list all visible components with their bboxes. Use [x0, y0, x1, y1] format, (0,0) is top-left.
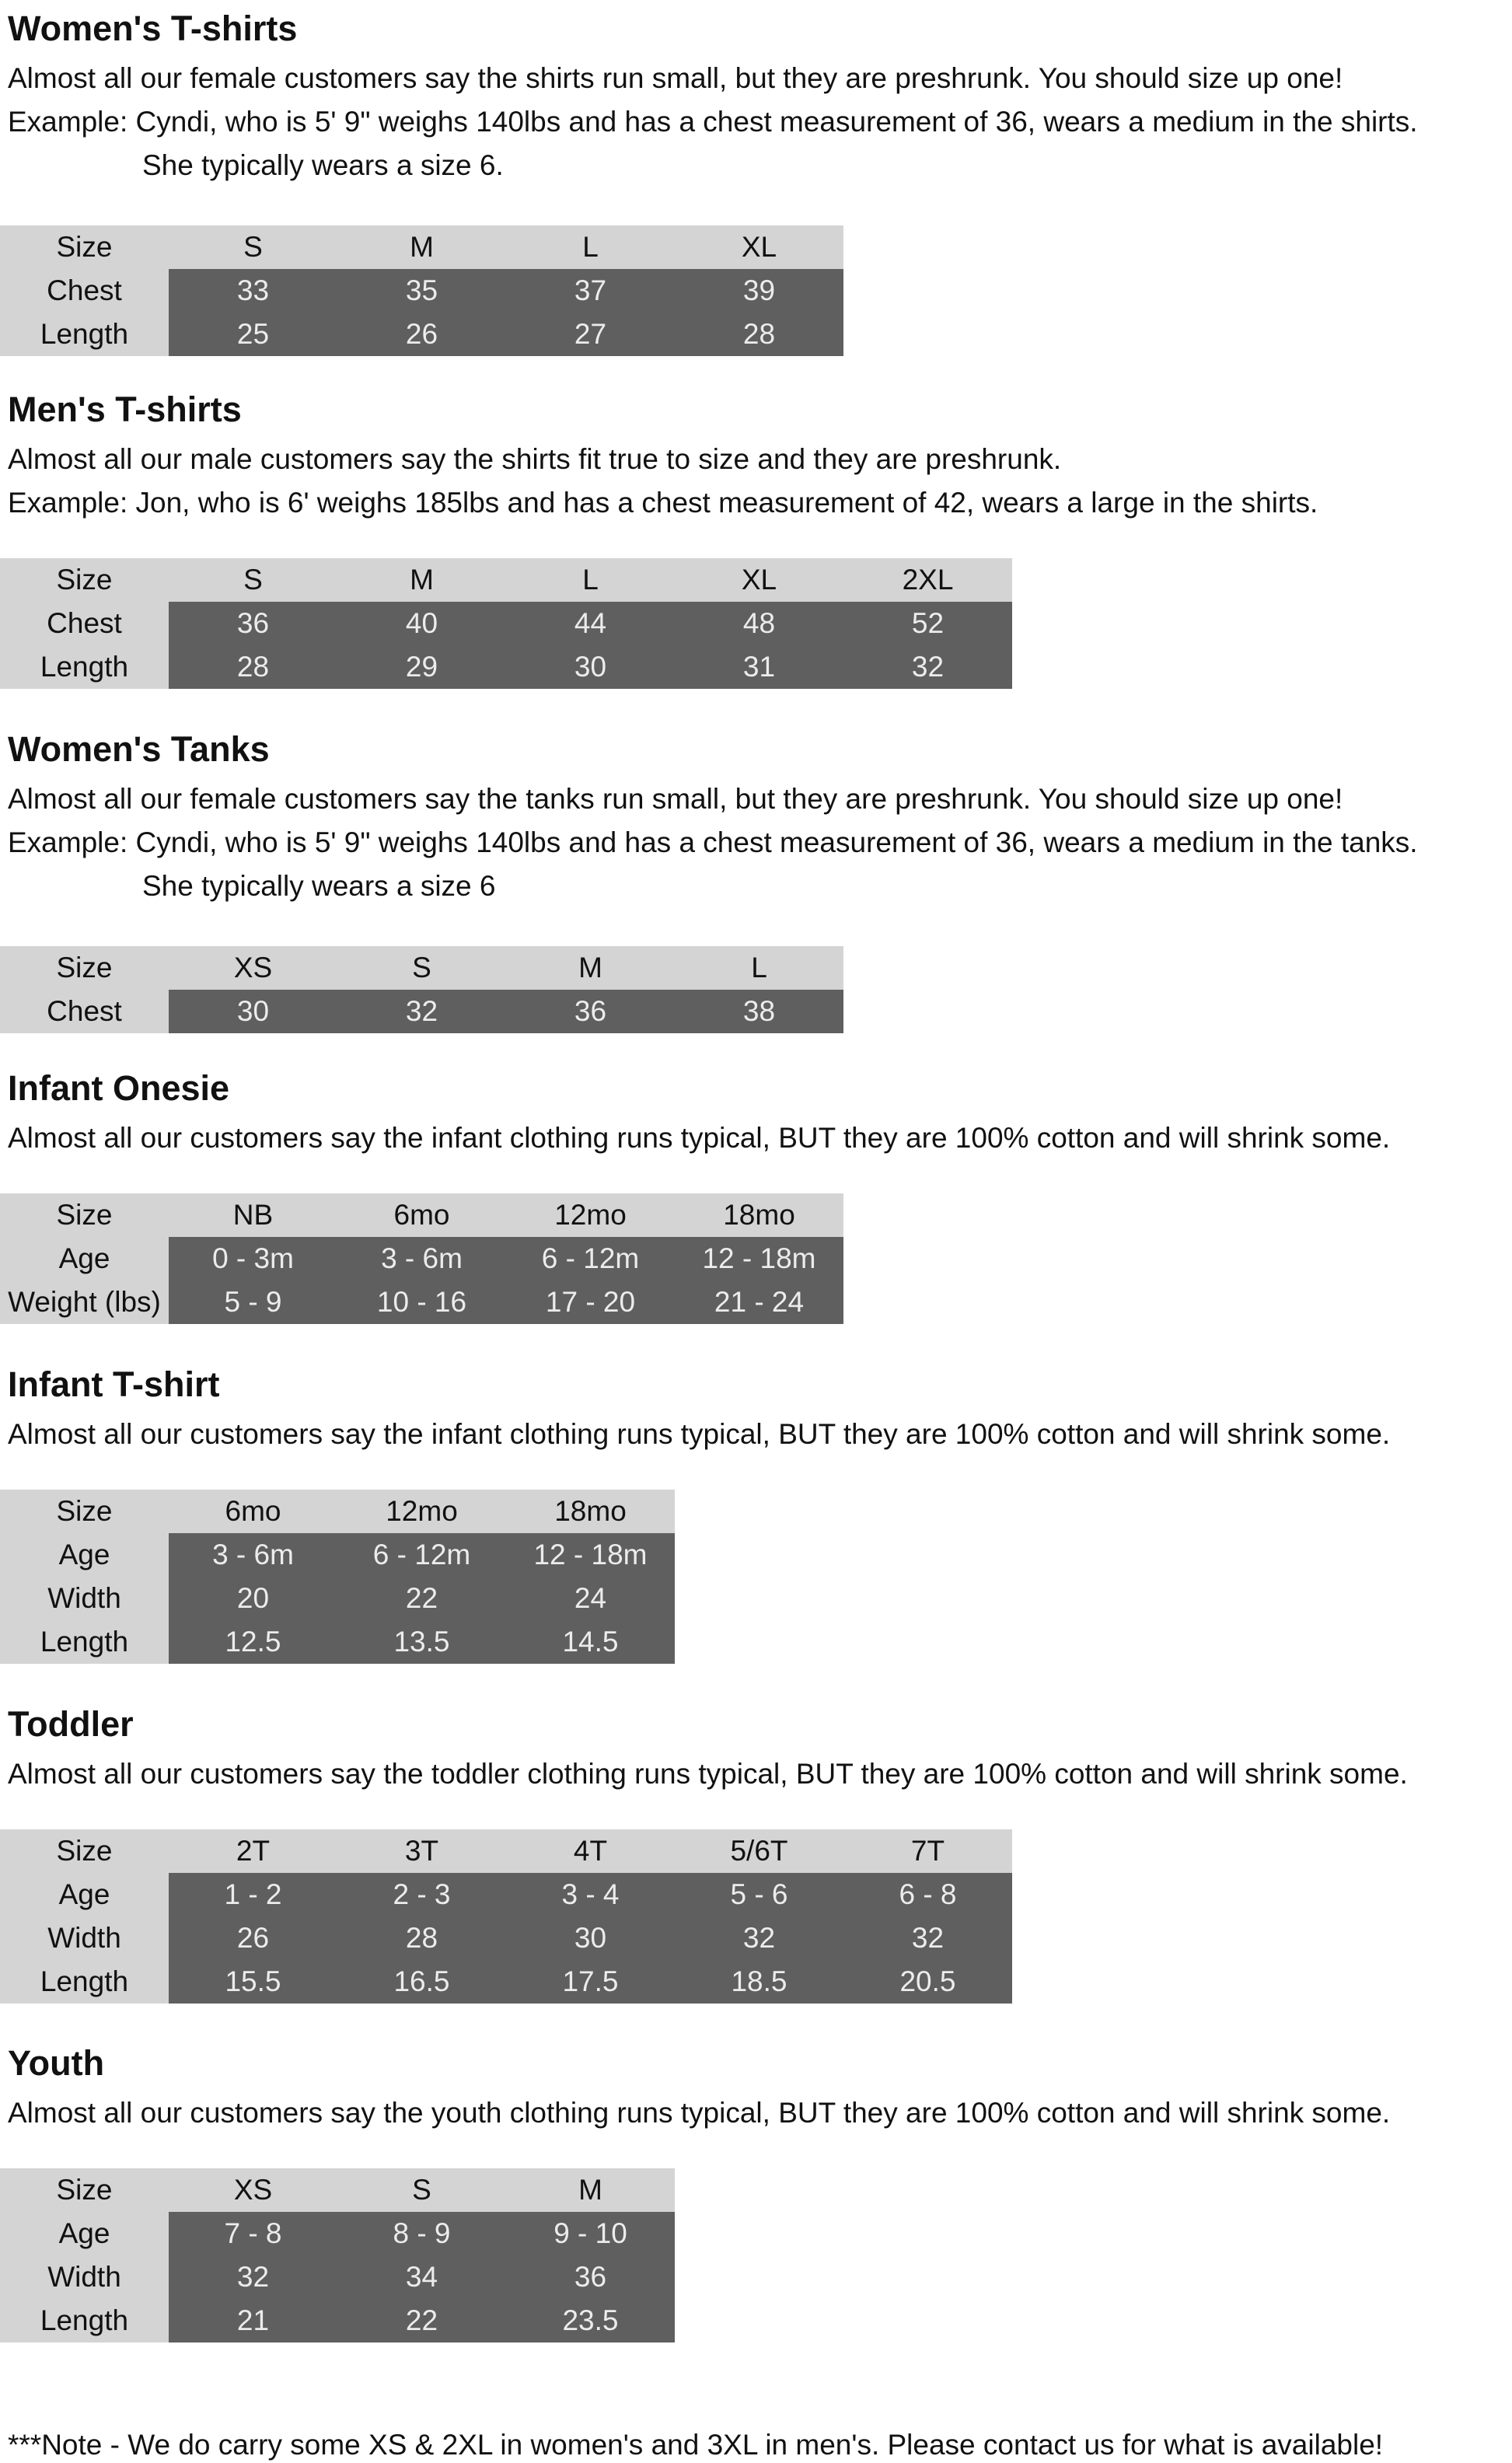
table-header-cell: 6mo: [337, 1193, 506, 1237]
table-header-cell: S: [337, 2168, 506, 2212]
table-header-cell: M: [337, 225, 506, 269]
section-description-line: Almost all our customers say the toddler clothing runs typical, BUT they are 100% cotton and will shrink some.: [8, 1758, 1408, 1790]
table-cell: 44: [506, 602, 675, 645]
table-cell: 37: [506, 269, 675, 313]
table-row-label: Width: [0, 1916, 169, 1960]
table-cell: 32: [843, 645, 1012, 689]
table-header-cell: 4T: [506, 1829, 675, 1873]
section-description-line: She typically wears a size 6: [142, 870, 496, 902]
table-cell: 48: [675, 602, 843, 645]
table-cell: 40: [337, 602, 506, 645]
table-cell: 32: [169, 2255, 337, 2299]
table-cell: 27: [506, 313, 675, 356]
availability-note: ***Note - We do carry some XS & 2XL in women's and 3XL in men's. Please contact us for what is available!: [8, 2429, 1384, 2461]
section-description-line: Example: Cyndi, who is 5' 9" weighs 140lbs and has a chest measurement of 36, wears a medium in the tanks.: [8, 826, 1418, 858]
table-cell: 10 - 16: [337, 1280, 506, 1324]
table-cell: 21: [169, 2299, 337, 2342]
table-header-cell: 12mo: [506, 1193, 675, 1237]
section-description-line: Almost all our customers say the youth clothing runs typical, BUT they are 100% cotton and will shrink some.: [8, 2097, 1391, 2129]
table-header-cell: 6mo: [169, 1490, 337, 1533]
table-cell: 39: [675, 269, 843, 313]
table-cell: 0 - 3m: [169, 1237, 337, 1280]
table-header-cell: L: [506, 225, 675, 269]
table-cell: 28: [675, 313, 843, 356]
table-row-label: Length: [0, 2299, 169, 2342]
section-description-line: Example: Cyndi, who is 5' 9" weighs 140lbs and has a chest measurement of 36, wears a medium in the shirts.: [8, 106, 1418, 138]
table-cell: 17.5: [506, 1960, 675, 2004]
table-cell: 6 - 12m: [337, 1533, 506, 1577]
table-cell: 52: [843, 602, 1012, 645]
table-row-label: Size: [0, 1490, 169, 1533]
table-cell: 24: [506, 1577, 675, 1620]
table-cell: 30: [169, 990, 337, 1033]
section-description-line: Almost all our female customers say the shirts run small, but they are preshrunk. You should size up one!: [8, 62, 1343, 94]
table-row-label: Chest: [0, 269, 169, 313]
table-header-cell: 18mo: [506, 1490, 675, 1533]
table-cell: 32: [337, 990, 506, 1033]
table-cell: 34: [337, 2255, 506, 2299]
table-row-label: Size: [0, 2168, 169, 2212]
table-row-label: Age: [0, 1533, 169, 1577]
section-description-line: Almost all our male customers say the shirts fit true to size and they are preshrunk.: [8, 443, 1062, 475]
table-header-cell: XS: [169, 2168, 337, 2212]
table-cell: 33: [169, 269, 337, 313]
table-cell: 18.5: [675, 1960, 843, 2004]
table-header-cell: M: [337, 558, 506, 602]
table-header-cell: S: [169, 225, 337, 269]
table-cell: 30: [506, 645, 675, 689]
table-cell: 26: [169, 1916, 337, 1960]
table-cell: 6 - 8: [843, 1873, 1012, 1916]
table-cell: 8 - 9: [337, 2212, 506, 2255]
table-cell: 6 - 12m: [506, 1237, 675, 1280]
table-header-cell: 2T: [169, 1829, 337, 1873]
table-header-cell: S: [337, 946, 506, 990]
table-header-cell: 3T: [337, 1829, 506, 1873]
table-header-cell: XL: [675, 558, 843, 602]
table-cell: 35: [337, 269, 506, 313]
table-header-cell: S: [169, 558, 337, 602]
table-cell: 28: [337, 1916, 506, 1960]
table-header-cell: NB: [169, 1193, 337, 1237]
table-cell: 14.5: [506, 1620, 675, 1664]
table-cell: 15.5: [169, 1960, 337, 2004]
section-title: Infant Onesie: [8, 1068, 230, 1108]
table-cell: 32: [675, 1916, 843, 1960]
table-row-label: Chest: [0, 602, 169, 645]
table-cell: 2 - 3: [337, 1873, 506, 1916]
section-title: Youth: [8, 2043, 105, 2083]
section-title: Women's T-shirts: [8, 9, 298, 48]
table-row-label: Width: [0, 2255, 169, 2299]
table-row-label: Length: [0, 645, 169, 689]
table-cell: 1 - 2: [169, 1873, 337, 1916]
table-cell: 25: [169, 313, 337, 356]
table-header-cell: L: [675, 946, 843, 990]
table-header-cell: M: [506, 2168, 675, 2212]
table-row-label: Length: [0, 1620, 169, 1664]
section-description-line: Example: Jon, who is 6' weighs 185lbs and has a chest measurement of 42, wears a large in the shirts.: [8, 487, 1318, 519]
table-cell: 36: [506, 2255, 675, 2299]
table-header-cell: 5/6T: [675, 1829, 843, 1873]
table-row-label: Chest: [0, 990, 169, 1033]
table-cell: 13.5: [337, 1620, 506, 1664]
table-row-label: Length: [0, 1960, 169, 2004]
table-row-label: Size: [0, 1193, 169, 1237]
table-cell: 29: [337, 645, 506, 689]
table-cell: 20: [169, 1577, 337, 1620]
table-cell: 36: [169, 602, 337, 645]
table-cell: 5 - 9: [169, 1280, 337, 1324]
section-description-line: Almost all our customers say the infant clothing runs typical, BUT they are 100% cotton and will shrink some.: [8, 1418, 1391, 1450]
table-cell: 28: [169, 645, 337, 689]
table-row-label: Size: [0, 225, 169, 269]
table-row-label: Size: [0, 946, 169, 990]
table-row-label: Size: [0, 558, 169, 602]
table-cell: 32: [843, 1916, 1012, 1960]
table-cell: 9 - 10: [506, 2212, 675, 2255]
table-header-cell: 12mo: [337, 1490, 506, 1533]
table-row-label: Length: [0, 313, 169, 356]
table-cell: 22: [337, 2299, 506, 2342]
table-cell: 36: [506, 990, 675, 1033]
table-row-label: Weight (lbs): [0, 1280, 169, 1324]
table-cell: 17 - 20: [506, 1280, 675, 1324]
table-row-label: Size: [0, 1829, 169, 1873]
table-cell: 21 - 24: [675, 1280, 843, 1324]
table-row-label: Age: [0, 2212, 169, 2255]
section-description-line: Almost all our customers say the infant clothing runs typical, BUT they are 100% cotton and will shrink some.: [8, 1122, 1391, 1154]
table-cell: 5 - 6: [675, 1873, 843, 1916]
section-description-line: Almost all our female customers say the tanks run small, but they are preshrunk. You should size up one!: [8, 783, 1343, 815]
table-cell: 20.5: [843, 1960, 1012, 2004]
section-title: Infant T-shirt: [8, 1364, 220, 1404]
section-description-line: She typically wears a size 6.: [142, 149, 504, 181]
table-cell: 23.5: [506, 2299, 675, 2342]
table-cell: 7 - 8: [169, 2212, 337, 2255]
table-cell: 3 - 6m: [337, 1237, 506, 1280]
table-cell: 26: [337, 313, 506, 356]
section-title: Toddler: [8, 1704, 134, 1744]
table-header-cell: 2XL: [843, 558, 1012, 602]
table-header-cell: 7T: [843, 1829, 1012, 1873]
table-cell: 12 - 18m: [506, 1533, 675, 1577]
table-cell: 22: [337, 1577, 506, 1620]
table-row-label: Age: [0, 1237, 169, 1280]
table-cell: 12 - 18m: [675, 1237, 843, 1280]
table-header-cell: 18mo: [675, 1193, 843, 1237]
table-cell: 38: [675, 990, 843, 1033]
section-title: Women's Tanks: [8, 729, 270, 769]
section-title: Men's T-shirts: [8, 390, 242, 429]
table-cell: 3 - 6m: [169, 1533, 337, 1577]
table-header-cell: XS: [169, 946, 337, 990]
table-header-cell: M: [506, 946, 675, 990]
table-cell: 3 - 4: [506, 1873, 675, 1916]
table-header-cell: L: [506, 558, 675, 602]
table-cell: 12.5: [169, 1620, 337, 1664]
table-row-label: Width: [0, 1577, 169, 1620]
table-cell: 30: [506, 1916, 675, 1960]
table-cell: 16.5: [337, 1960, 506, 2004]
table-header-cell: XL: [675, 225, 843, 269]
table-row-label: Age: [0, 1873, 169, 1916]
table-cell: 31: [675, 645, 843, 689]
